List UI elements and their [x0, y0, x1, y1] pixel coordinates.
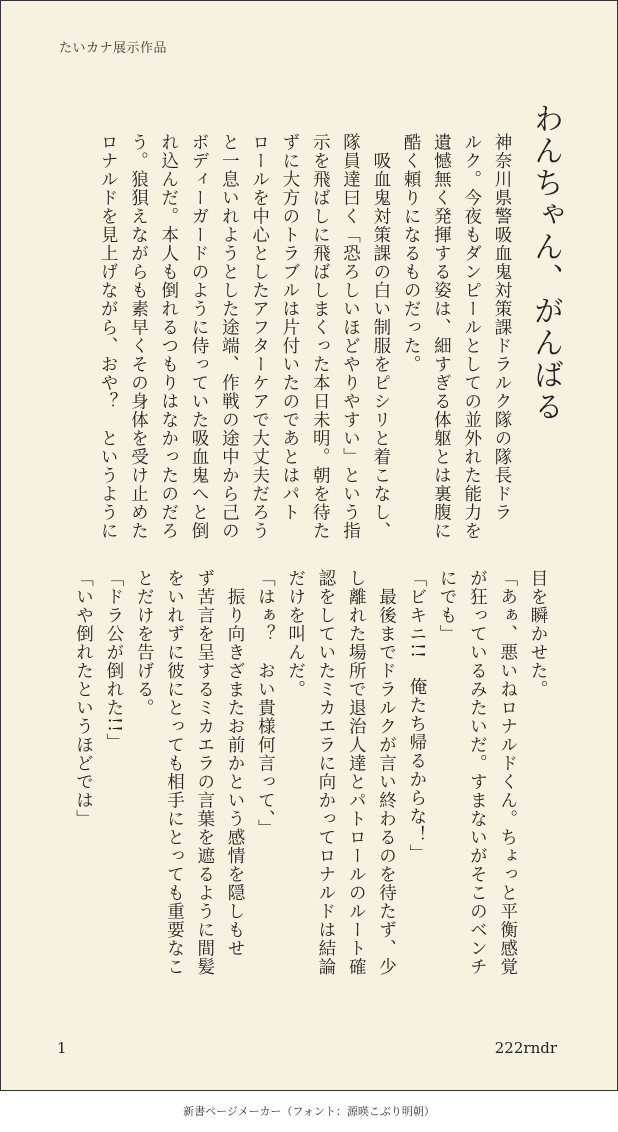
exhibition-label: たいカナ展示作品: [59, 41, 168, 56]
body-text-lower: 目を瞬かせた。 「あぁ、悪いねロナルドくん。ちょっと平衡感覚 が狂っているみたいだ。すまないがそこのベンチ にでも」 「ビキニ!! 俺たち帰るからな！」 最後までドラルクが言い終わるのを待たず、少 し離れた場所で退治人達とパトロールのルート確 認をしていたミカエラに向かってロナルドは結論 だけを叫んだ。 「はぁ？ おい貴様何言って、」 振り向きざまたお前かという感情を隠しもせ ず苦言を呈するミカエラの言葉を遮るように間髪 をいれずに彼にとっても相手にとっても重要なこ とだけを告げる。 「ドラ公が倒れた!!」 「いや倒れたというほどでは」: [73, 569, 548, 976]
story-title: わんちゃん、がんばる: [528, 103, 563, 423]
body-text-upper: 神奈川県警吸血鬼対策課ドラルク隊の隊長ドラ ルク。今夜もダンピールとしての並外れた能力を 遺憾無く発揮する姿は、細すぎる体躯とは裏腹に 酷く頼りになるものだった。 吸血鬼対策課の白い制服をピシリと着こなし、 隊員達曰く「恐ろしいほどやりやすい」という指 示を飛ばしに飛ばしまくった本日未明。朝を待た ずに大方のトラブルは片付いたのであとはパト ロールを中心としたアフターケアで大丈夫だろう と一息いれようとした途端、作戦の途中から己の ボディーガードのように侍っていた吸血鬼へと倒 れ込んだ。本人も倒れるつもりはなかったのだろ う。狼狽えながらも素早くその身体を受け止めた ロナルドを見上げながら、おや？ というように: [98, 133, 512, 540]
page-number: 1: [57, 1039, 67, 1057]
generator-credit: 新書ページメーカー（フォント：源暎こぶり明朝）: [183, 1105, 435, 1118]
author-name: 222rndr: [494, 1039, 557, 1057]
